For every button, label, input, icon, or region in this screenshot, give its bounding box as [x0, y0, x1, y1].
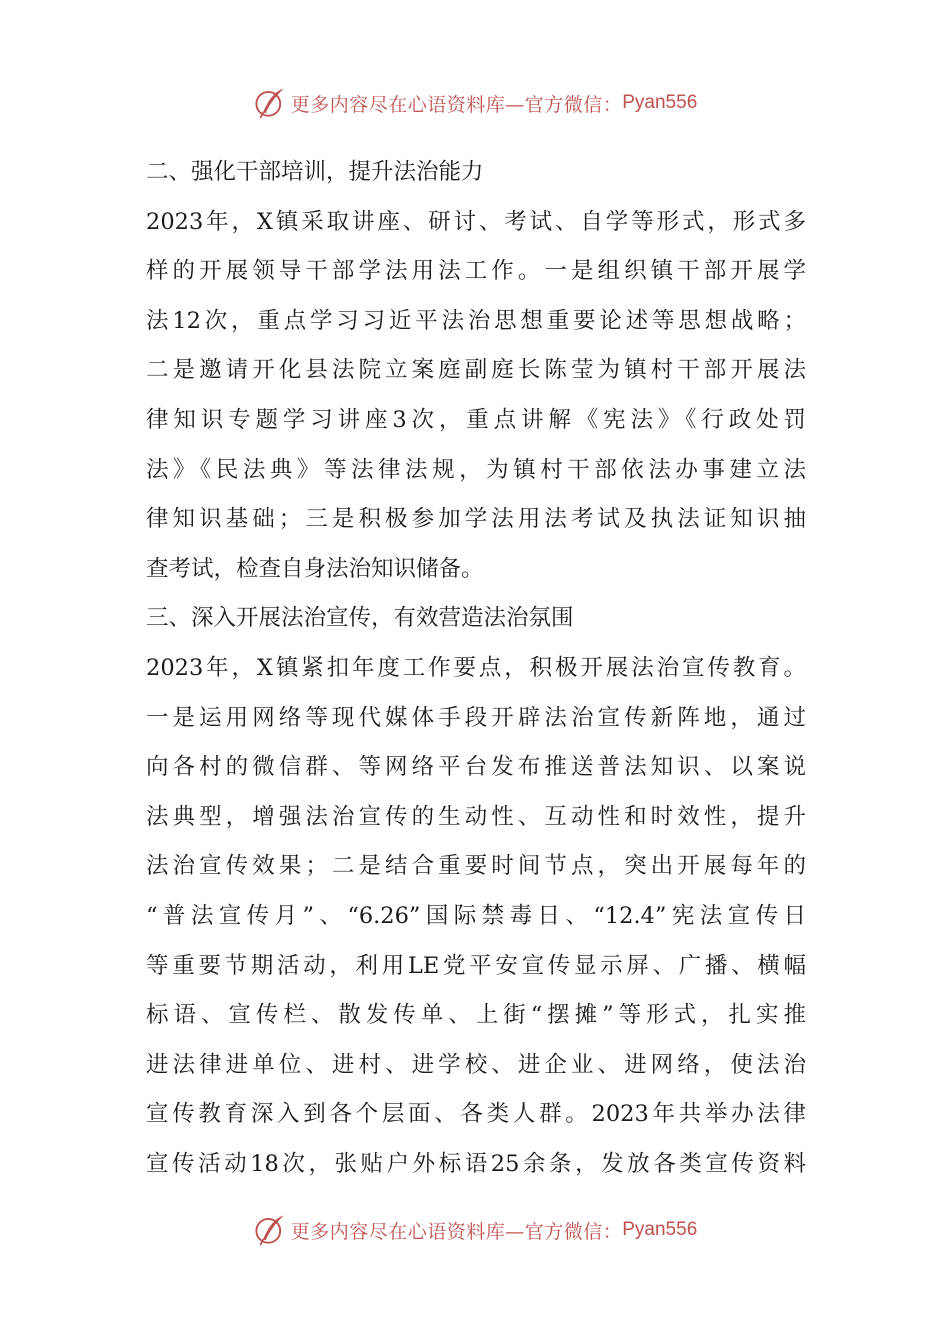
body-line: 2023年，X镇采取讲座、研讨、考试、自学等形式，形式多: [146, 208, 806, 235]
header-banner: [0, 83, 950, 123]
quill-pen-logo-icon: [253, 86, 287, 120]
section-heading-3: 三、深入开展法治宣传，有效营造法治氛围: [146, 605, 574, 632]
body-line: 法治宣传效果；二是结合重要时间节点，突出开展每年的: [146, 853, 806, 880]
body-line: 宣传教育深入到各个层面、各类人群。2023年共举办法律: [146, 1101, 806, 1128]
body-line: 法12次，重点学习习近平法治思想重要论述等思想战略；: [146, 307, 806, 334]
body-line: “普法宣传月”、“6.26”国际禁毒日、“12.4”宪法宣传日: [146, 902, 806, 929]
body-line: 等重要节期活动，利用LE党平安宣传显示屏、广播、横幅: [146, 952, 806, 979]
banner-text: 更多内容尽在心语资料库—官方微信：: [290, 1220, 623, 1243]
body-line: 律知识基础；三是积极参加学法用法考试及执法证知识抽: [146, 506, 806, 533]
quill-pen-logo-icon: [253, 1213, 287, 1247]
body-line: 标语、宣传栏、散发传单、上街“摆摊”等形式，扎实推: [146, 1002, 806, 1029]
banner-wechat-id: Pyan556: [622, 1219, 698, 1240]
body-line: 法》《民法典》等法律法规，为镇村干部依法办事建立法: [146, 456, 806, 483]
banner-text: 更多内容尽在心语资料库—官方微信：: [290, 93, 623, 116]
body-line: 宣传活动18次，张贴户外标语25余条，发放各类宣传资料: [146, 1150, 806, 1177]
body-line: 2023年，X镇紧扣年度工作要点，积极开展法治宣传教育。: [146, 654, 806, 681]
section-heading-2: 二、强化干部培训，提升法治能力: [146, 159, 484, 185]
body-line: 样的开展领导干部学法用法工作。一是组织镇干部开展学: [146, 258, 806, 285]
body-line: 律知识专题学习讲座3次，重点讲解《宪法》《行政处罚: [146, 406, 806, 433]
document-body: [146, 148, 806, 1189]
body-line: 进法律进单位、进村、进学校、进企业、进网络，使法治: [146, 1051, 806, 1078]
body-line: 一是运用网络等现代媒体手段开辟法治宣传新阵地，通过: [146, 704, 806, 731]
body-line: 查考试，检查自身法治知识储备。: [146, 555, 484, 582]
body-line: 二是邀请开化县法院立案庭副庭长陈莹为镇村干部开展法: [146, 357, 806, 384]
footer-banner: [0, 1210, 950, 1250]
body-line: 向各村的微信群、等网络平台发布推送普法知识、以案说: [146, 754, 806, 781]
banner-wechat-id: Pyan556: [622, 92, 698, 113]
body-line: 法典型，增强法治宣传的生动性、互动性和时效性，提升: [146, 803, 806, 830]
